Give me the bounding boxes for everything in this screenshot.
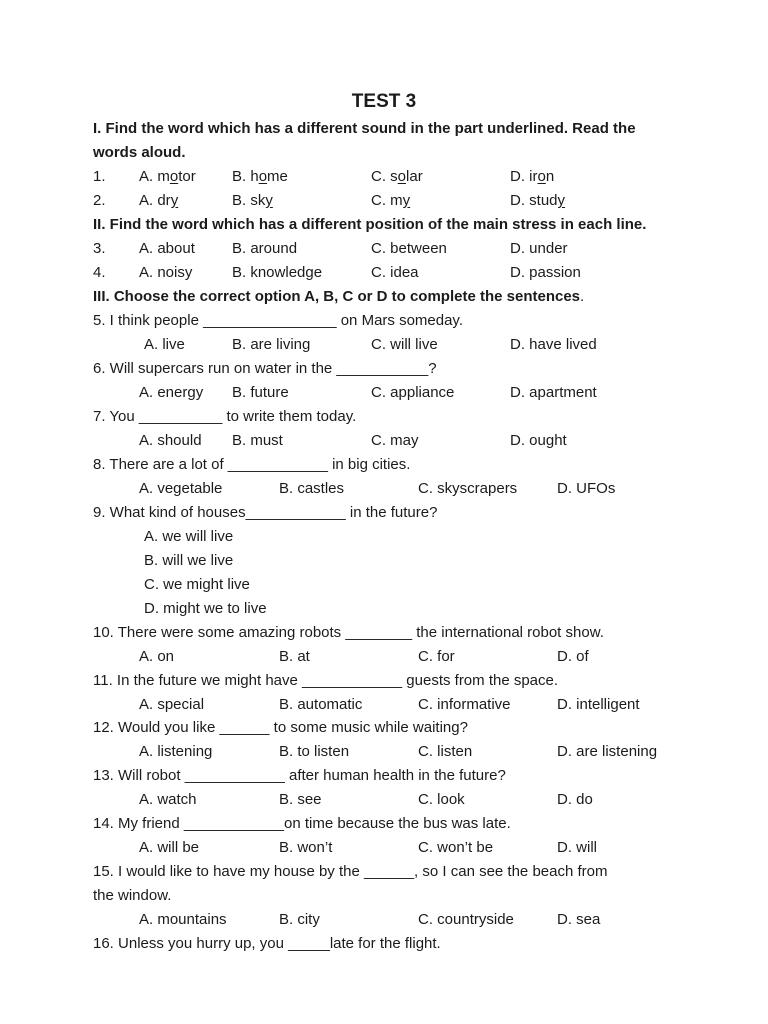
option-a: A. will be [139, 839, 200, 856]
option-c: C. will live [371, 336, 438, 353]
question-1 [0, 165, 768, 189]
option-c: C. skyscrapers [418, 480, 518, 497]
question-4 [0, 261, 768, 285]
option-a: A. dry [139, 192, 179, 209]
option-c: C. informative [418, 696, 511, 713]
option-c: C. countryside [418, 911, 514, 928]
question-14-text: 14. My friend ____________on time because the bus was late. [93, 815, 511, 832]
option-a: A. should [139, 432, 202, 449]
section-2-heading: II. Find the word which has a different position of the main stress in each line. [93, 216, 647, 233]
question-13-text: 13. Will robot ____________ after human health in the future? [93, 767, 506, 784]
question-6-text: 6. Will supercars run on water in the ___________? [93, 360, 437, 377]
question-8-options [0, 477, 768, 501]
option-b: B. castles [279, 480, 345, 497]
page-title: TEST 3 [351, 91, 417, 112]
question-number: 2. [93, 192, 106, 209]
section-3-heading: III. Choose the correct option A, B, C or D to complete the sentences. [93, 288, 585, 305]
option-c: C. look [418, 791, 465, 808]
underlined-part: o [397, 168, 407, 185]
question-13-options [0, 788, 768, 812]
option-a: A. vegetable [139, 480, 223, 497]
option-a: A. listening [139, 743, 213, 760]
option-b: B. knowledge [232, 264, 323, 281]
option-c: C. idea [371, 264, 419, 281]
option-b: B. see [279, 791, 322, 808]
option-c: C. solar [371, 168, 423, 185]
option-d: D. are listening [557, 743, 658, 760]
question-number: 3. [93, 240, 106, 257]
option-a: A. motor [139, 168, 196, 185]
option-c: C. appliance [371, 384, 455, 401]
question-10-text: 10. There were some amazing robots ________ the international robot show. [93, 624, 604, 641]
question-11-options [0, 693, 768, 717]
option-b: B. sky [232, 192, 273, 209]
option-d: D. of [557, 648, 589, 665]
question-10-options [0, 645, 768, 669]
question-11-text: 11. In the future we might have ____________ guests from the space. [93, 672, 559, 689]
underlined-part: y [402, 192, 411, 209]
option-d: D. UFOs [557, 480, 616, 497]
option-d: D. have lived [510, 336, 597, 353]
question-8-text: 8. There are a lot of ____________ in big cities. [93, 456, 411, 473]
option-c: C. for [418, 648, 455, 665]
option-d: D. study [510, 192, 566, 209]
underlined-part: o [537, 168, 546, 185]
section-1-heading-cont: words aloud. [93, 144, 186, 161]
underlined-part: o [169, 168, 179, 185]
option-b: B. to listen [279, 743, 350, 760]
question-number: 4. [93, 264, 106, 281]
option-a: A. we will live [144, 528, 234, 545]
underlined-part: y [557, 192, 566, 209]
option-b: B. are living [232, 336, 311, 353]
underlined-part: y [265, 192, 273, 209]
option-b: B. won’t [279, 839, 333, 856]
question-5-text: 5. I think people ________________ on Mars someday. [93, 312, 463, 329]
option-c: C. my [371, 192, 411, 209]
option-b: B. around [232, 240, 298, 257]
question-6-options [0, 381, 768, 405]
question-16-text: 16. Unless you hurry up, you _____late for the flight. [93, 935, 441, 952]
option-d: D. might we to live [144, 600, 267, 617]
option-b: B. automatic [279, 696, 363, 713]
option-a: A. energy [139, 384, 204, 401]
option-d: D. will [557, 839, 597, 856]
option-c: C. we might live [144, 576, 250, 593]
option-b: B. home [232, 168, 288, 185]
question-9-text: 9. What kind of houses____________ in the future? [93, 504, 438, 521]
option-d: D. sea [557, 911, 601, 928]
option-c: C. may [371, 432, 419, 449]
question-15-text-cont: the window. [93, 887, 172, 904]
option-d: D. iron [510, 168, 555, 185]
question-7-options [0, 429, 768, 453]
underlined-part: y [170, 192, 179, 209]
section-1-heading: I. Find the word which has a different sound in the part underlined. Read the [93, 120, 636, 137]
option-c: C. between [371, 240, 447, 257]
option-a: A. noisy [139, 264, 193, 281]
option-b: B. future [232, 384, 289, 401]
question-12-text: 12. Would you like ______ to some music while waiting? [93, 719, 468, 736]
option-a: A. on [139, 648, 175, 665]
option-c: C. won’t be [418, 839, 494, 856]
question-12-options [0, 740, 768, 764]
option-b: B. will we live [144, 552, 234, 569]
option-a: A. watch [139, 791, 197, 808]
option-b: B. must [232, 432, 283, 449]
option-a: A. special [139, 696, 205, 713]
option-d: D. apartment [510, 384, 597, 401]
question-5-options [0, 333, 768, 357]
option-d: D. under [510, 240, 568, 257]
option-b: B. at [279, 648, 310, 665]
option-a: A. about [139, 240, 195, 257]
option-d: D. do [557, 791, 593, 808]
question-number: 1. [93, 168, 106, 185]
question-2 [0, 189, 768, 213]
option-d: D. ought [510, 432, 567, 449]
question-14-options [0, 836, 768, 860]
question-15-options [0, 908, 768, 932]
option-c: C. listen [418, 743, 473, 760]
option-d: D. intelligent [557, 696, 640, 713]
option-a: A. live [144, 336, 185, 353]
option-a: A. mountains [139, 911, 227, 928]
question-15-text: 15. I would like to have my house by the ______, so I can see the beach from [93, 863, 608, 880]
underlined-part: o [258, 168, 268, 185]
question-3 [0, 237, 768, 261]
option-d: D. passion [510, 264, 581, 281]
option-b: B. city [279, 911, 320, 928]
question-7-text: 7. You __________ to write them today. [93, 408, 357, 425]
